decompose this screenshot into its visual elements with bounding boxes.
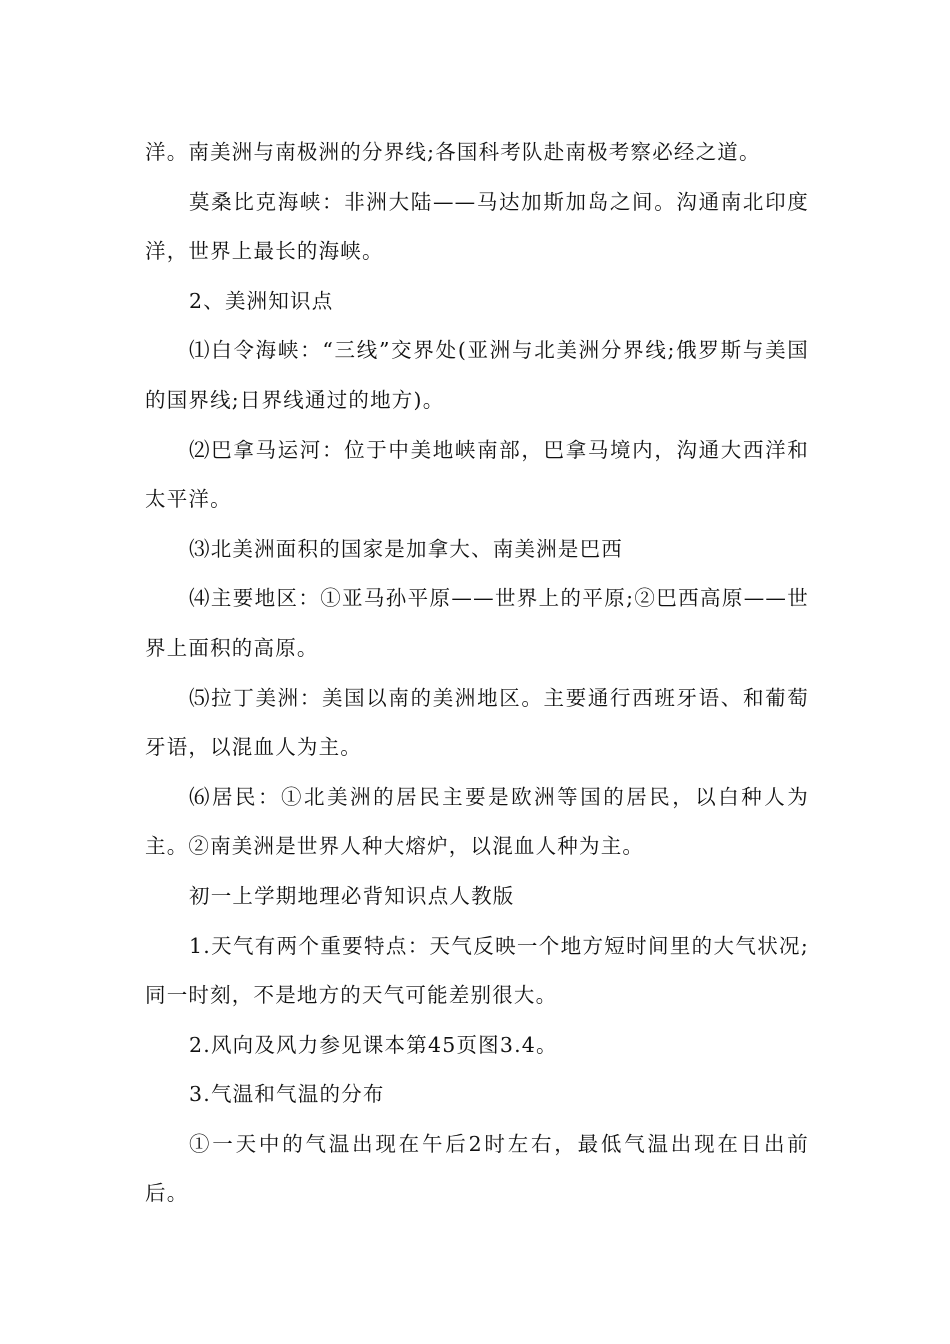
paragraph-2: 莫桑比克海峡：非洲大陆——马达加斯加岛之间。沟通南北印度洋，世界上最长的海峡。 [145,189,809,264]
paragraph-11: 1.天气有两个重要特点：天气反映一个地方短时间里的大气状况;同一时刻，不是地方的天气可能差别很大。 [145,933,809,1008]
paragraph-4: ⑴白令海峡：“三线”交界处(亚洲与北美洲分界线;俄罗斯与美国的国界线;日界线通过的地方)。 [145,338,809,412]
document-body [145,128,809,1219]
paragraph-5: ⑵巴拿马运河：位于中美地峡南部，巴拿马境内，沟通大西洋和太平洋。 [145,437,809,512]
paragraph-7: ⑷主要地区：①亚马孙平原——世界上的平原;②巴西高原——世界上面积的高原。 [145,586,809,660]
section-heading-americas: 2、美洲知识点 [189,288,334,313]
paragraph-14: ①一天中的气温出现在午后2时左右，最低气温出现在日出前后。 [145,1131,809,1206]
paragraph-1: 洋。南美洲与南极洲的分界线;各国科考队赴南极考察必经之道。 [145,140,761,164]
paragraph-6: ⑶北美洲面积的国家是加拿大、南美洲是巴西 [189,536,623,561]
section-heading-geography: 初一上学期地理必背知识点人教版 [189,883,515,908]
paragraph-8: ⑸拉丁美洲：美国以南的美洲地区。主要通行西班牙语、和葡萄牙语，以混血人为主。 [145,685,809,760]
paragraph-9: ⑹居民：①北美洲的居民主要是欧洲等国的居民，以白种人为主。②南美洲是世界人种大熔炉，以混血人种为主。 [145,784,809,859]
paragraph-12: 2.风向及风力参见课本第45页图3.4。 [189,1032,558,1057]
paragraph-13: 3.气温和气温的分布 [189,1082,385,1107]
